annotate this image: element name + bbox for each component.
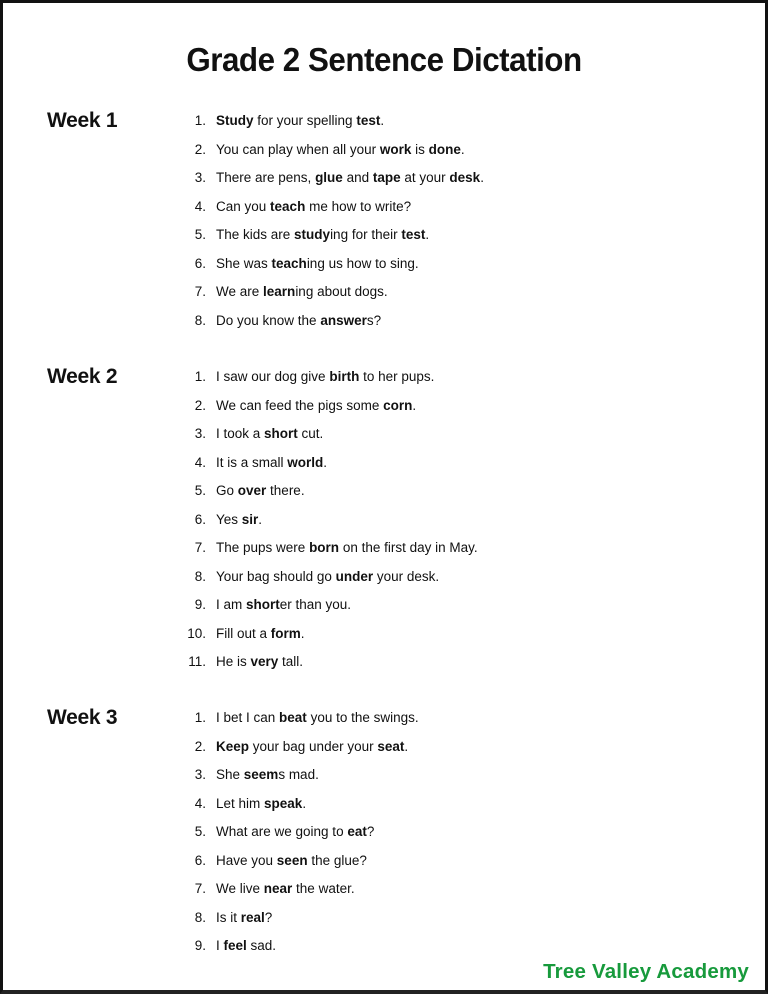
- sentence-fragment: You can play when all your: [216, 141, 380, 157]
- sentence-fragment: I am: [216, 597, 247, 612]
- sentence-text: [216, 910, 272, 926]
- sentence-text: [216, 483, 305, 499]
- sentence-fragment: for your spelling: [253, 113, 357, 128]
- item-number: 4.: [194, 198, 206, 214]
- item-number: 8.: [194, 312, 206, 328]
- item-number: 4.: [194, 454, 206, 470]
- sentence-fragment: .: [380, 113, 385, 128]
- sentence-text: [216, 369, 434, 385]
- spelling-word: short: [246, 597, 280, 612]
- sentence-text: [216, 455, 327, 471]
- sentence-text: [216, 170, 484, 186]
- sentence-fragment: the water.: [292, 881, 355, 896]
- sentence-fragment: s?: [366, 312, 382, 328]
- sentence-text: [216, 113, 384, 129]
- sentence-fragment: Let him: [216, 795, 265, 811]
- sentence-fragment: Fill out a: [216, 625, 271, 641]
- sentence-fragment: cut.: [297, 426, 324, 441]
- sentence-fragment: is: [411, 141, 429, 157]
- sentence-fragment: ing for their: [330, 227, 402, 242]
- spelling-word: seem: [243, 767, 279, 782]
- item-number: 9.: [194, 938, 206, 953]
- sentence-text: [216, 597, 351, 613]
- sentence-text: [216, 626, 305, 642]
- sentence-fragment: He is: [216, 654, 251, 669]
- spelling-word: Keep: [216, 738, 250, 754]
- item-number: 5.: [194, 483, 206, 498]
- week-label: Week 1: [47, 109, 118, 132]
- sentence-text: [216, 512, 262, 528]
- sentence-fragment: I saw our dog give: [216, 369, 330, 384]
- item-number: 1.: [194, 369, 206, 384]
- spelling-word: study: [294, 227, 331, 242]
- spelling-word: real: [240, 909, 265, 925]
- sentence-fragment: .: [323, 454, 328, 470]
- sentence-text: [216, 710, 419, 726]
- item-number: 7.: [194, 284, 206, 299]
- sentence-fragment: on the first day in May.: [339, 540, 478, 555]
- sentence-fragment: .: [300, 625, 305, 641]
- sentence-text: [216, 654, 303, 670]
- week-label: Week 2: [47, 365, 118, 388]
- sentence-fragment: me how to write?: [305, 198, 412, 214]
- sentence-text: [216, 540, 478, 556]
- sentence-fragment: s mad.: [278, 767, 319, 782]
- spelling-word: teach: [271, 255, 307, 271]
- sentence-fragment: Is it: [216, 909, 241, 925]
- sentence-fragment: .: [412, 397, 417, 413]
- sentence-text: [216, 824, 374, 840]
- spelling-word: answer: [320, 312, 367, 328]
- item-number: 11.: [188, 654, 206, 669]
- sentence-fragment: We live: [216, 881, 264, 896]
- spelling-word: teach: [270, 198, 306, 214]
- spelling-word: very: [250, 654, 279, 669]
- spelling-word: under: [335, 568, 374, 584]
- spelling-word: speak: [264, 795, 303, 811]
- sentence-fragment: Do you know the: [216, 312, 321, 328]
- sentence-text: [216, 142, 465, 158]
- sentence-text: [216, 881, 355, 897]
- item-number: 3.: [194, 170, 206, 185]
- sentence-text: [216, 426, 323, 442]
- sentence-fragment: to her pups.: [359, 369, 435, 384]
- item-number: 3.: [194, 426, 206, 441]
- spelling-word: over: [237, 483, 267, 498]
- sentence-fragment: you to the swings.: [306, 710, 419, 725]
- sentence-fragment: Yes: [216, 511, 242, 527]
- sentence-text: [216, 284, 388, 300]
- spelling-word: near: [263, 881, 293, 896]
- sentence-fragment: I: [216, 938, 224, 953]
- spelling-word: done: [428, 141, 461, 157]
- spelling-word: world: [287, 454, 324, 470]
- sentence-fragment: .: [404, 738, 409, 754]
- sentence-text: [216, 256, 419, 272]
- page-title: Grade 2 Sentence Dictation: [186, 41, 582, 78]
- sentence-fragment: sad.: [246, 938, 277, 953]
- item-number: 4.: [194, 795, 206, 811]
- item-number: 6.: [194, 511, 206, 527]
- item-number: 7.: [194, 540, 206, 555]
- sentence-fragment: .: [258, 511, 263, 527]
- item-number: 9.: [194, 597, 206, 612]
- sentence-fragment: It is a small: [216, 454, 288, 470]
- sentence-fragment: Your bag should go: [216, 568, 336, 584]
- item-number: 10.: [187, 625, 206, 641]
- sentence-fragment: What are we going to: [216, 824, 348, 839]
- sentence-fragment: your bag under your: [249, 738, 378, 754]
- sentence-fragment: er than you.: [279, 597, 352, 612]
- item-number: 6.: [194, 852, 206, 868]
- sentence-fragment: ?: [264, 909, 273, 925]
- sentence-fragment: The kids are: [216, 227, 295, 242]
- spelling-word: beat: [279, 710, 307, 725]
- sentence-fragment: She was: [216, 255, 272, 271]
- spelling-word: feel: [223, 938, 247, 953]
- sentence-fragment: .: [480, 170, 484, 185]
- sentence-fragment: She: [216, 767, 244, 782]
- spelling-word: corn: [383, 397, 413, 413]
- sentence-text: [216, 227, 429, 243]
- item-number: 2.: [194, 738, 206, 754]
- item-number: 1.: [194, 710, 206, 725]
- sentence-text: [216, 767, 319, 783]
- sentence-fragment: I bet I can: [216, 710, 280, 725]
- sentence-fragment: ing us how to sing.: [306, 255, 419, 271]
- item-number: 6.: [194, 255, 206, 271]
- spelling-word: birth: [329, 369, 360, 384]
- item-number: 5.: [194, 227, 206, 242]
- item-number: 8.: [194, 909, 206, 925]
- sentence-fragment: and: [342, 170, 373, 185]
- spelling-word: work: [379, 141, 412, 157]
- spelling-word: seat: [377, 738, 405, 754]
- item-number: 8.: [194, 568, 206, 584]
- item-number: 7.: [194, 881, 206, 896]
- sentence-text: [216, 199, 411, 215]
- sentence-fragment: the glue?: [307, 852, 367, 868]
- sentence-text: [216, 569, 439, 585]
- sentence-fragment: We can feed the pigs some: [216, 397, 384, 413]
- spelling-word: test: [401, 227, 426, 242]
- item-number: 2.: [194, 141, 206, 157]
- sentence-text: [216, 853, 367, 869]
- sentence-fragment: tall.: [278, 654, 304, 669]
- spelling-word: sir: [241, 511, 259, 527]
- sentence-fragment: .: [425, 227, 430, 242]
- sentence-fragment: Have you: [216, 852, 277, 868]
- spelling-word: test: [356, 113, 381, 128]
- item-number: 1.: [194, 113, 206, 128]
- sentence-fragment: there.: [266, 483, 305, 498]
- spelling-word: learn: [263, 284, 296, 299]
- spelling-word: form: [270, 625, 301, 641]
- sentence-fragment: .: [460, 141, 465, 157]
- week-label: Week 3: [47, 706, 118, 729]
- sentence-fragment: .: [302, 795, 307, 811]
- sentence-fragment: your desk.: [373, 568, 440, 584]
- spelling-word: Study: [216, 113, 254, 128]
- spelling-word: born: [309, 540, 340, 555]
- sentence-fragment: Go: [216, 483, 238, 498]
- sentence-fragment: at your: [400, 170, 450, 185]
- spelling-word: seen: [276, 852, 308, 868]
- sentence-text: [216, 796, 306, 812]
- sentence-text: [216, 398, 416, 414]
- sentence-fragment: Can you: [216, 198, 271, 214]
- sentence-fragment: There are pens,: [216, 170, 316, 185]
- spelling-word: glue: [315, 170, 343, 185]
- sentence-fragment: The pups were: [216, 540, 310, 555]
- spelling-word: tape: [372, 170, 401, 185]
- spelling-word: short: [264, 426, 298, 441]
- sentence-text: [216, 313, 381, 329]
- sentence-text: [216, 739, 408, 755]
- item-number: 3.: [194, 767, 206, 782]
- spelling-word: eat: [347, 824, 367, 839]
- sentence-fragment: We are: [216, 284, 264, 299]
- sentence-fragment: I took a: [216, 426, 265, 441]
- brand-footer: Tree Valley Academy: [543, 960, 749, 983]
- sentence-fragment: ing about dogs.: [295, 284, 388, 299]
- sentence-text: [216, 938, 276, 954]
- sentence-fragment: ?: [366, 824, 375, 839]
- item-number: 2.: [194, 397, 206, 413]
- spelling-word: desk: [449, 170, 481, 185]
- item-number: 5.: [194, 824, 206, 839]
